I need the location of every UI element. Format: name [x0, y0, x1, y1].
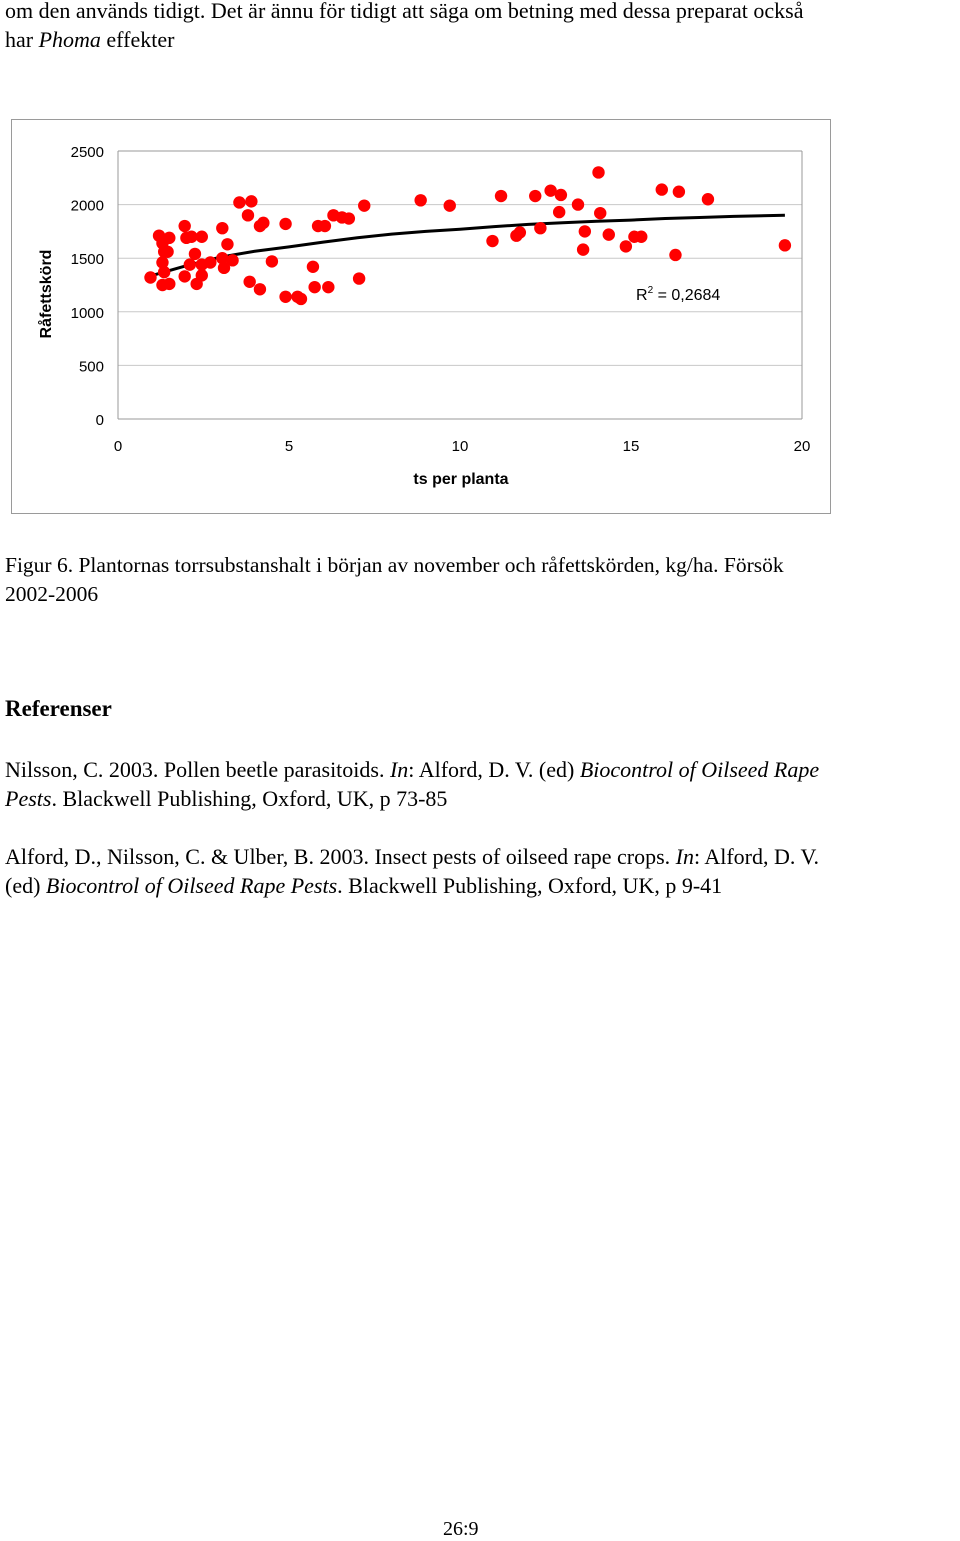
figure-caption [5, 551, 784, 609]
ref2-f: . Blackwell Publishing, Oxford, UK, p 9-41 [337, 873, 723, 898]
data-point [196, 231, 208, 243]
reference-2-line-2 [5, 871, 819, 900]
data-point [243, 276, 255, 288]
caption-line-1: Figur 6. Plantornas torrsubstanshalt i början av november och råfettskörden, kg/ha. Försök [5, 553, 784, 577]
data-point [221, 238, 233, 250]
ref2-b: In [675, 844, 694, 869]
data-point [358, 199, 370, 211]
data-point [189, 248, 201, 260]
data-point [514, 226, 526, 238]
data-point [343, 212, 355, 224]
page-number: 26:9 [443, 1518, 479, 1540]
data-point [184, 258, 196, 270]
y-tick-label: 0 [95, 412, 104, 429]
data-point [603, 228, 615, 240]
data-point [553, 206, 565, 218]
x-tick-label: 20 [793, 438, 811, 455]
ref2-a: Alford, D., Nilsson, C. & Ulber, B. 2003. Insect pests of oilseed rape crops. [5, 844, 676, 869]
x-axis-label: ts per planta [413, 471, 509, 488]
y-tick-label: 2500 [70, 144, 104, 161]
intro-paragraph [5, 0, 804, 54]
data-point [161, 246, 173, 258]
data-point [322, 281, 334, 293]
figure-6-chart [11, 119, 831, 514]
data-point [245, 195, 257, 207]
data-point [307, 261, 319, 273]
data-point [579, 225, 591, 237]
data-point [266, 255, 278, 267]
data-point [669, 249, 681, 261]
y-axis-label: Råfettskörd [38, 249, 55, 339]
data-point [486, 235, 498, 247]
data-point [414, 194, 426, 206]
y-tick-label: 1500 [70, 251, 104, 269]
reference-1-line-1 [5, 755, 819, 784]
ref1-a: Nilsson, C. 2003. Pollen beetle parasitoids. [5, 757, 390, 782]
intro-line-2-post: effekter [100, 27, 175, 52]
data-point [163, 278, 175, 290]
data-point [495, 190, 507, 202]
data-point [592, 166, 604, 178]
data-point [620, 240, 632, 252]
reference-1 [5, 755, 819, 813]
data-point [257, 217, 269, 229]
ref1-d: Biocontrol of Oilseed Rape [579, 757, 820, 782]
intro-line-2 [5, 25, 804, 54]
data-point [555, 189, 567, 201]
data-point [779, 239, 791, 251]
data-point [233, 196, 245, 208]
data-point [577, 243, 589, 255]
data-point [702, 193, 714, 205]
data-point [196, 269, 208, 281]
y-tick-label: 1000 [70, 304, 104, 322]
y-tick-label: 2000 [70, 197, 104, 215]
data-point [216, 222, 228, 234]
reference-2-line-1 [5, 842, 819, 871]
ref2-d: (ed) [5, 873, 46, 898]
r-squared-annotation [636, 285, 720, 304]
data-point [204, 256, 216, 268]
references-heading: Referenser [5, 696, 112, 721]
data-point [254, 283, 266, 295]
intro-line-2-pre: har [5, 27, 39, 52]
data-point [673, 186, 685, 198]
reference-1-line-2 [5, 784, 819, 813]
data-point [308, 281, 320, 293]
r-squared-sup: 2 [647, 285, 654, 296]
x-tick-label: 5 [284, 438, 294, 455]
data-point [158, 266, 170, 278]
data-point [295, 293, 307, 305]
intro-line-1: om den används tidigt. Det är ännu för tidigt att säga om betning med dessa preparat också [5, 0, 804, 23]
data-point [534, 222, 546, 234]
x-tick-label: 10 [451, 438, 469, 455]
data-point [242, 209, 254, 221]
y-tick-label: 500 [78, 358, 104, 376]
data-point [572, 198, 584, 210]
data-point [279, 218, 291, 230]
data-point [444, 199, 456, 211]
data-point [656, 183, 668, 195]
ref1-b: In [389, 757, 409, 782]
intro-line-2-italic: Phoma [38, 27, 101, 52]
data-point [319, 220, 331, 232]
data-point [353, 272, 365, 284]
ref2-e: Biocontrol of Oilseed Rape Pests [45, 873, 338, 898]
caption-line-2: 2002-2006 [5, 582, 99, 606]
data-point [529, 190, 541, 202]
data-point [279, 291, 291, 303]
reference-2 [5, 842, 819, 900]
ref1-e: Pests [5, 786, 52, 811]
ref1-c: : Alford, D. V. (ed) [408, 757, 580, 782]
ref2-c: : Alford, D. V. [693, 844, 820, 869]
r-squared-prefix: R [636, 287, 648, 304]
data-point [635, 231, 647, 243]
trend-line [149, 215, 785, 276]
ref1-f: . Blackwell Publishing, Oxford, UK, p 73-85 [51, 786, 448, 811]
r-squared-value: = 0,2684 [653, 287, 721, 304]
scatter-plot [12, 120, 830, 513]
data-point [178, 220, 190, 232]
data-point [144, 271, 156, 283]
data-point [178, 270, 190, 282]
x-tick-label: 0 [113, 438, 123, 455]
x-tick-label: 15 [622, 438, 640, 455]
data-point [163, 232, 175, 244]
data-point [226, 254, 238, 266]
data-point [594, 207, 606, 219]
